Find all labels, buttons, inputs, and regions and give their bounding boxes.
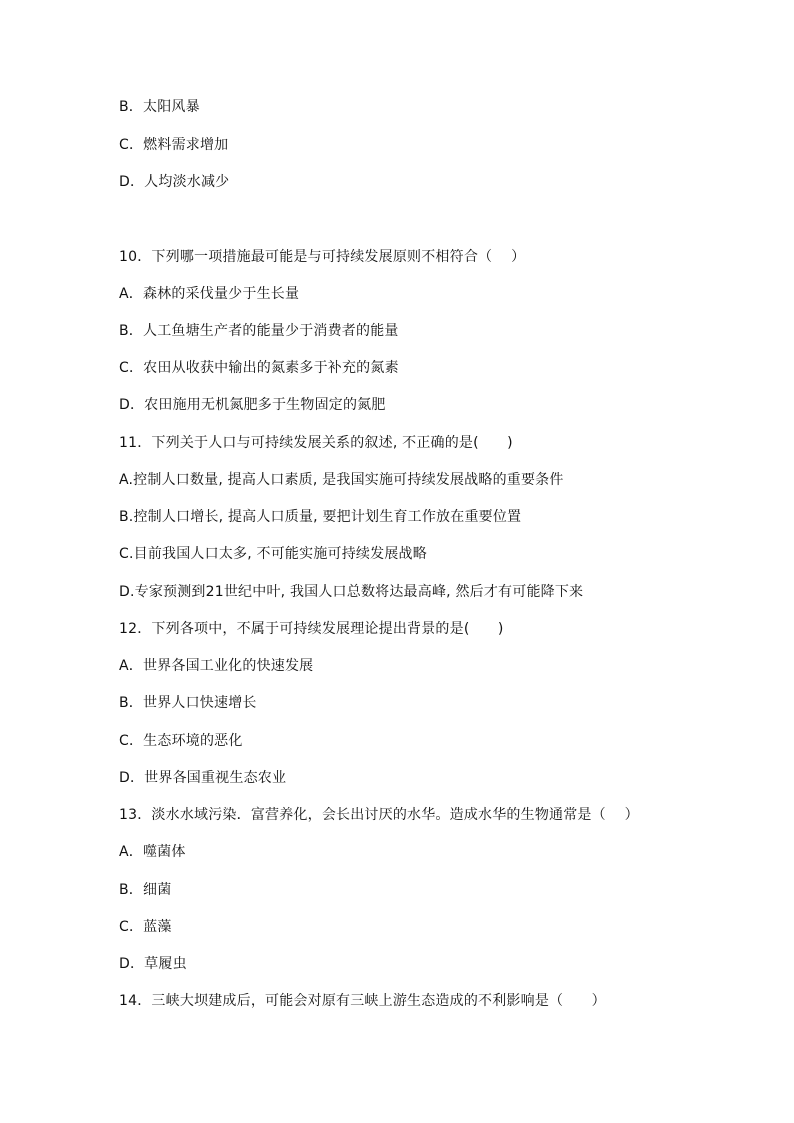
option-12c: C．生态环境的恶化 xyxy=(119,733,243,749)
option-11a: A.控制人口数量, 提高人口素质, 是我国实施可持续发展战略的重要条件 xyxy=(119,472,564,488)
question-10: 10．下列哪一项措施最可能是与可持续发展原则不相符合（ ） xyxy=(119,249,526,265)
option-9b: B．太阳风暴 xyxy=(119,99,200,115)
option-12b: B．世界人口快速增长 xyxy=(119,695,257,711)
option-12a: A．世界各国工业化的快速发展 xyxy=(119,658,314,674)
question-13: 13．淡水水域污染．富营养化，会长出讨厌的水华。造成水华的生物通常是（ ） xyxy=(119,807,639,823)
option-10c: C．农田从收获中输出的氮素多于补充的氮素 xyxy=(119,360,399,376)
option-13c: C．蓝藻 xyxy=(119,919,172,935)
option-9c: C．燃料需求增加 xyxy=(119,137,229,153)
option-11d: D.专家预测到21世纪中叶, 我国人口总数将达最高峰, 然后才有可能降下来 xyxy=(119,584,584,600)
option-10a: A．森林的采伐量少于生长量 xyxy=(119,286,300,302)
option-9d: D．人均淡水减少 xyxy=(119,174,230,190)
option-13a: A．噬菌体 xyxy=(119,844,186,860)
question-14: 14．三峡大坝建成后，可能会对原有三峡上游生态造成的不利影响是（ ） xyxy=(119,993,606,1009)
option-10b: B．人工鱼塘生产者的能量少于消费者的能量 xyxy=(119,323,399,339)
option-11b: B.控制人口增长, 提高人口质量, 要把计划生育工作放在重要位置 xyxy=(119,509,522,525)
question-11: 11．下列关于人口与可持续发展关系的叙述, 不正确的是( ) xyxy=(119,435,513,451)
option-12d: D．世界各国重视生态农业 xyxy=(119,770,287,786)
option-13d: D．草履虫 xyxy=(119,956,187,972)
option-13b: B．细菌 xyxy=(119,882,172,898)
option-11c: C.目前我国人口太多, 不可能实施可持续发展战略 xyxy=(119,546,427,562)
option-10d: D．农田施用无机氮肥多于生物固定的氮肥 xyxy=(119,397,386,413)
question-12: 12．下列各项中，不属于可持续发展理论提出背景的是( ) xyxy=(119,621,504,637)
